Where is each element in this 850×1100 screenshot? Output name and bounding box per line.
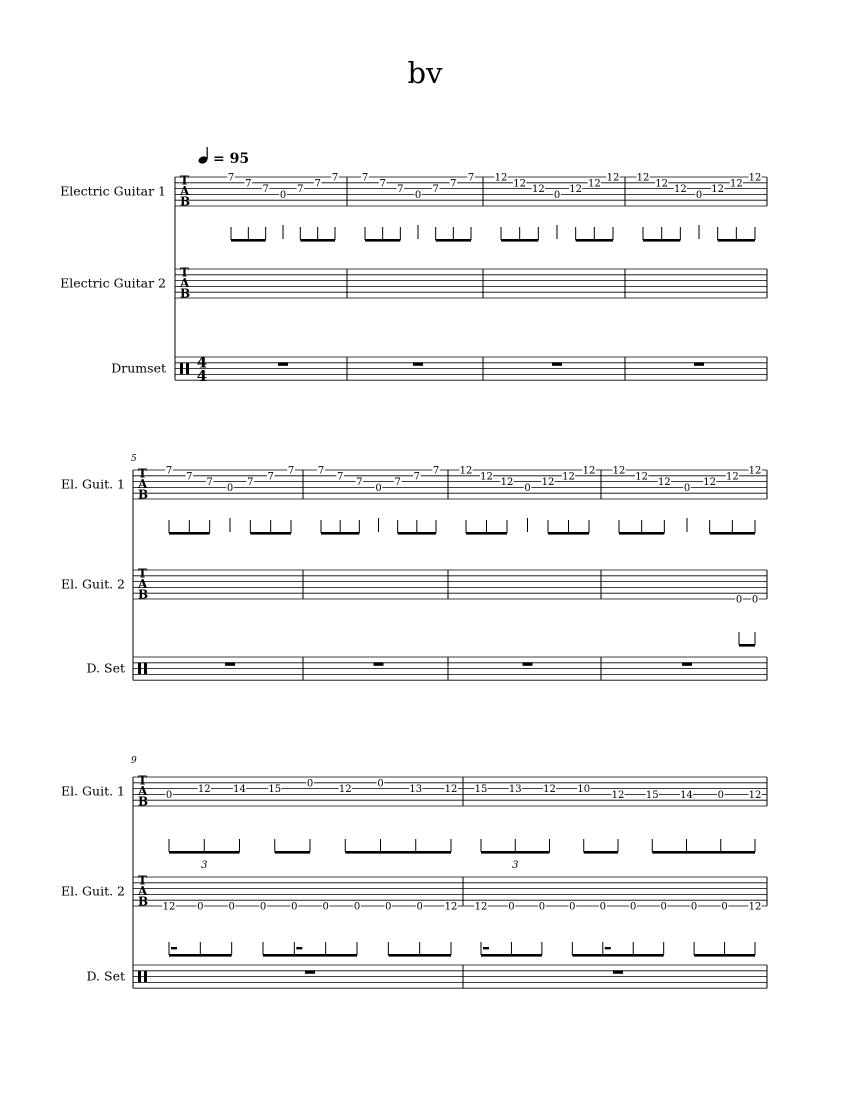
fret-number: 0: [416, 901, 423, 913]
fret-number: 0: [197, 901, 204, 913]
fret-number: 7: [336, 471, 344, 483]
fret-number: 12: [474, 901, 488, 913]
fret-number: 7: [432, 184, 439, 196]
sixteenth-flag: [605, 947, 611, 949]
fret-number: 7: [450, 178, 457, 190]
percussion-clef: [138, 971, 141, 983]
fret-number: 7: [245, 178, 252, 190]
fret-number: 0: [375, 483, 382, 494]
fret-number: 0: [377, 778, 384, 790]
tab-clef-letter: A: [138, 476, 148, 491]
tab-clef-letter: A: [138, 883, 148, 898]
tab-clef-letter: A: [180, 183, 190, 198]
percussion-clef: [144, 663, 147, 675]
fret-number: 0: [630, 901, 637, 913]
fret-number: 0: [279, 190, 287, 201]
fret-number: 7: [394, 477, 401, 489]
fret-number: 0: [306, 778, 314, 790]
fret-number: 12: [494, 172, 508, 184]
fret-number: 12: [338, 784, 352, 796]
instrument-label-guitar1: El. Guit. 1: [60, 783, 125, 799]
guitar2-beam: [263, 954, 357, 957]
guitar1-beam: [584, 851, 618, 854]
whole-rest: [305, 970, 315, 974]
percussion-clef: [186, 363, 189, 375]
guitar1-beam: [652, 851, 755, 854]
fret-number: 12: [587, 178, 601, 190]
fret-number: 12: [444, 901, 458, 913]
instrument-label-guitar1: El. Guit. 1: [60, 476, 125, 492]
fret-number: 15: [268, 784, 282, 796]
tempo-mark: = 95: [213, 151, 250, 167]
fret-number: 0: [226, 483, 234, 494]
fret-number: 0: [291, 901, 298, 913]
fret-number: 12: [500, 477, 514, 489]
instrument-label-drumset: Drumset: [111, 360, 166, 376]
time-signature-top: 4: [196, 353, 208, 372]
tab-clef-letter: A: [180, 275, 190, 290]
measure-number: 9: [131, 756, 137, 766]
fret-number: 7: [432, 465, 440, 477]
fret-number: 15: [474, 784, 488, 796]
tab-clef-letter: T: [180, 173, 189, 188]
fret-number: 12: [655, 178, 669, 190]
fret-number: 0: [735, 594, 743, 606]
fret-number: 0: [228, 901, 235, 913]
tab-clef-letter: B: [138, 894, 149, 909]
tab-clef-letter: T: [180, 265, 189, 280]
fret-number: 0: [165, 790, 173, 801]
whole-rest: [613, 970, 623, 974]
instrument-label-drumset: D. Set: [86, 660, 125, 676]
fret-number: 15: [645, 790, 659, 801]
guitar2-beam: [739, 644, 755, 647]
fret-number: 0: [721, 901, 728, 913]
instrument-label-guitar2: El. Guit. 2: [60, 576, 125, 592]
fret-number: 0: [751, 594, 759, 606]
fret-number: 14: [233, 784, 246, 796]
measure-number: 5: [131, 454, 137, 464]
fret-number: 7: [206, 477, 213, 489]
fret-number: 7: [227, 172, 235, 184]
time-signature-bottom: 4: [196, 367, 208, 386]
fret-number: 7: [165, 465, 173, 477]
fret-number: 12: [162, 901, 176, 913]
fret-number: 12: [748, 790, 762, 801]
fret-number: 7: [331, 172, 339, 184]
fret-number: 0: [683, 483, 691, 494]
tuplet-number: 3: [512, 860, 519, 871]
sixteenth-flag: [296, 947, 302, 949]
whole-rest: [523, 662, 533, 666]
fret-number: 12: [562, 471, 575, 483]
fret-number: 12: [606, 172, 620, 184]
fret-number: 0: [385, 901, 392, 913]
fret-number: 12: [480, 471, 493, 483]
whole-rest: [552, 362, 562, 366]
tab-clef-letter: A: [138, 783, 148, 798]
fret-number: 0: [353, 901, 361, 913]
instrument-label-guitar2: El. Guit. 2: [60, 883, 125, 899]
fret-number: 7: [314, 178, 321, 190]
fret-number: 10: [577, 784, 591, 796]
fret-number: 13: [508, 784, 522, 796]
fret-number: 13: [409, 784, 423, 796]
whole-rest: [682, 662, 692, 666]
sixteenth-flag: [171, 947, 177, 949]
fret-number: 7: [361, 172, 369, 184]
whole-rest: [278, 362, 288, 366]
tab-clef-letter: T: [138, 773, 147, 788]
whole-rest: [413, 362, 423, 366]
tab-clef-letter: T: [138, 566, 147, 581]
tuplet-number: 3: [201, 860, 208, 871]
fret-number: 0: [414, 190, 422, 201]
fret-number: 0: [569, 901, 576, 913]
whole-rest: [694, 362, 704, 366]
fret-number: 7: [262, 184, 269, 196]
fret-number: 12: [725, 471, 739, 483]
fret-number: 12: [444, 784, 458, 796]
fret-number: 12: [729, 178, 743, 190]
tab-clef-letter: B: [180, 286, 191, 301]
fret-number: 7: [317, 465, 325, 477]
percussion-clef: [144, 971, 147, 983]
fret-number: 12: [635, 471, 649, 483]
fret-number: 12: [748, 465, 762, 477]
guitar1-beam: [275, 851, 310, 854]
fret-number: 7: [186, 471, 193, 483]
instrument-label-guitar2: Electric Guitar 2: [60, 275, 166, 291]
percussion-clef: [138, 663, 141, 675]
fret-number: 12: [582, 465, 596, 477]
tab-clef-letter: B: [138, 487, 149, 502]
fret-number: 12: [657, 477, 671, 489]
fret-number: 7: [297, 184, 304, 196]
fret-number: 12: [748, 172, 762, 184]
fret-number: 12: [531, 184, 545, 196]
fret-number: 0: [599, 901, 606, 913]
fret-number: 7: [247, 477, 254, 489]
fret-number: 12: [703, 477, 717, 489]
fret-number: 7: [467, 172, 475, 184]
fret-number: 0: [259, 901, 267, 913]
tab-clef-letter: B: [180, 194, 191, 209]
tab-clef-letter: T: [138, 873, 147, 888]
fret-number: 0: [660, 901, 667, 913]
tab-clef-letter: A: [138, 576, 148, 591]
fret-number: 12: [711, 184, 725, 196]
instrument-label-guitar1: Electric Guitar 1: [60, 183, 166, 199]
fret-number: 0: [322, 901, 329, 913]
tab-clef-letter: B: [138, 794, 149, 809]
fret-number: 12: [541, 477, 555, 489]
guitar2-beam: [572, 954, 663, 957]
sixteenth-flag: [483, 947, 489, 949]
fret-number: 0: [695, 190, 703, 201]
fret-number: 12: [748, 901, 762, 913]
fret-number: 12: [543, 784, 556, 796]
fret-number: 7: [379, 178, 386, 190]
fret-number: 12: [673, 184, 687, 196]
fret-number: 12: [612, 465, 626, 477]
fret-number: 7: [267, 471, 274, 483]
fret-number: 0: [690, 901, 698, 913]
fret-number: 7: [413, 471, 421, 483]
whole-rest: [225, 662, 235, 666]
tab-clef-letter: T: [138, 466, 147, 481]
fret-number: 0: [553, 190, 561, 201]
fret-number: 12: [569, 184, 583, 196]
guitar1-beam: [345, 851, 451, 854]
percussion-clef: [180, 363, 183, 375]
fret-number: 7: [356, 477, 363, 489]
fret-number: 12: [636, 172, 650, 184]
fret-number: 7: [287, 465, 295, 477]
tab-clef-letter: B: [138, 587, 149, 602]
fret-number: 12: [611, 790, 625, 801]
fret-number: 0: [524, 483, 531, 494]
instrument-label-drumset: D. Set: [86, 968, 125, 984]
fret-number: 14: [680, 790, 693, 801]
fret-number: 7: [397, 184, 404, 196]
score-title: bv: [407, 56, 443, 90]
fret-number: 0: [538, 901, 546, 913]
fret-number: 12: [197, 784, 211, 796]
fret-number: 0: [508, 901, 515, 913]
fret-number: 12: [459, 465, 473, 477]
fret-number: 12: [513, 178, 527, 190]
whole-rest: [374, 662, 384, 666]
fret-number: 0: [717, 790, 724, 801]
